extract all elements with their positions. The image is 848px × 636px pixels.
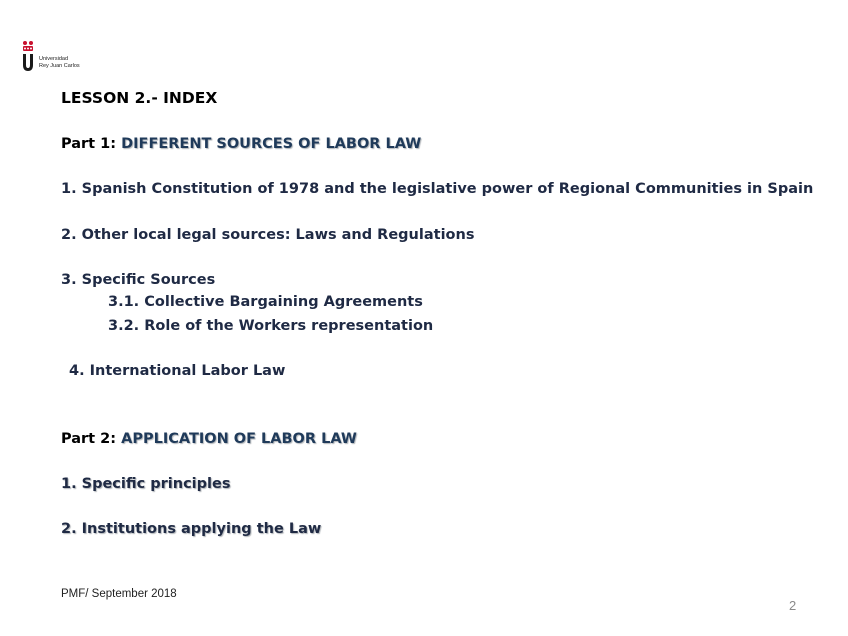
part1-item-2: 2. Other local legal sources: Laws and Regulations bbox=[61, 227, 475, 243]
part2-item-1: 1. Specific principles bbox=[61, 476, 231, 492]
part2-title: APPLICATION OF LABOR LAW bbox=[121, 431, 357, 447]
part1-item-3: 3. Specific Sources bbox=[61, 272, 216, 288]
part1-item-3-2: 3.2. Role of the Workers representation bbox=[108, 318, 434, 334]
part2-heading bbox=[61, 431, 357, 447]
logo-emblem-icon bbox=[20, 40, 38, 74]
logo-line-1: Universidad bbox=[39, 56, 69, 62]
part1-title: DIFFERENT SOURCES OF LABOR LAW bbox=[121, 136, 422, 152]
part1-item-1: 1. Spanish Constitution of 1978 and the legislative power of Regional Communities in Spain bbox=[61, 181, 814, 197]
part1-separator: : bbox=[110, 136, 117, 152]
university-logo bbox=[20, 40, 100, 76]
part1-heading bbox=[61, 136, 421, 152]
part1-label: Part 1 bbox=[61, 136, 111, 152]
page-title: LESSON 2.- INDEX bbox=[61, 89, 218, 107]
footer-text: PMF/ September 2018 bbox=[61, 588, 177, 600]
part1-item-3-1: 3.1. Collective Bargaining Agreements bbox=[108, 294, 423, 310]
logo-line-2: Rey Juan Carlos bbox=[39, 63, 80, 69]
part1-item-4: 4. International Labor Law bbox=[69, 363, 286, 379]
part2-label: Part 2 bbox=[61, 431, 111, 447]
page-number: 2 bbox=[789, 598, 797, 613]
part2-separator: : bbox=[110, 431, 117, 447]
part2-item-2: 2. Institutions applying the Law bbox=[61, 521, 322, 537]
